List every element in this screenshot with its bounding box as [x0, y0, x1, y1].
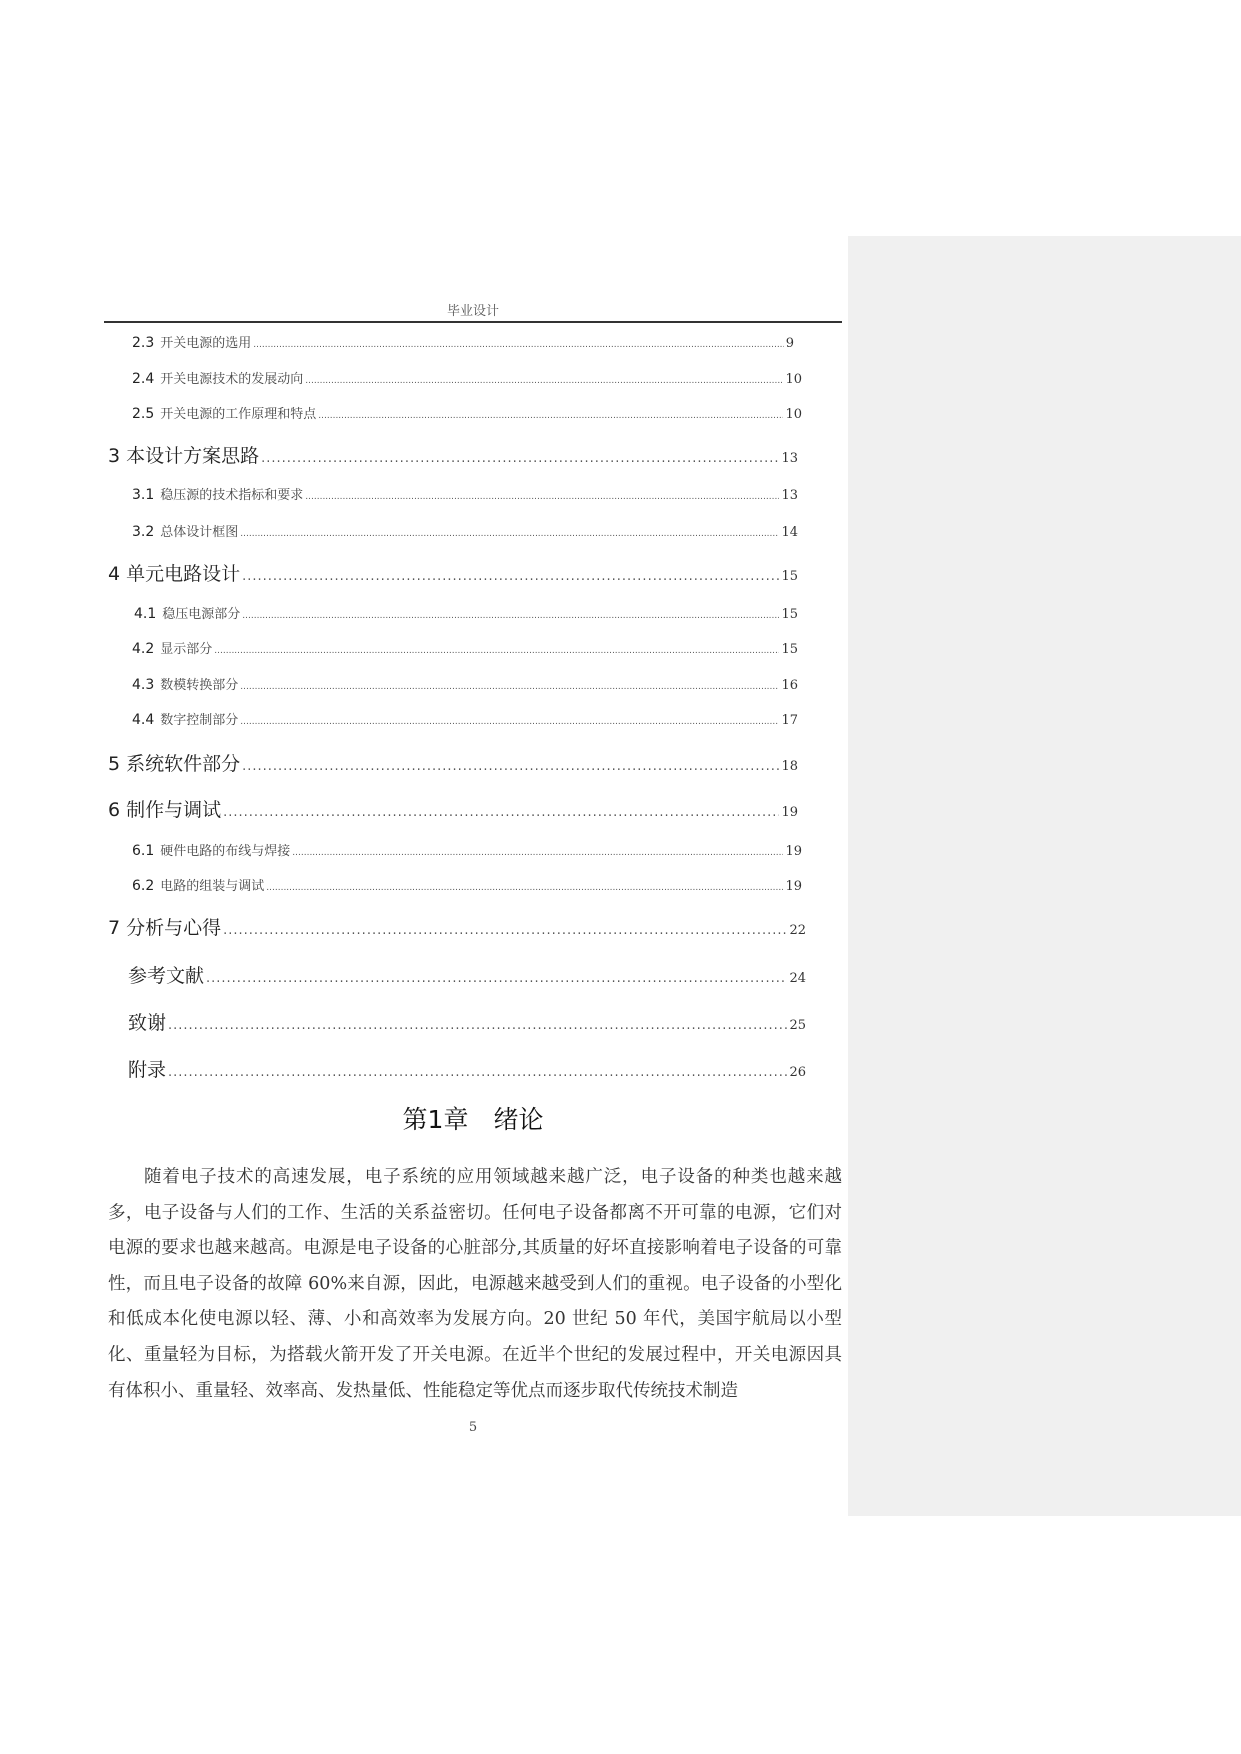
toc-entry-title: 显示部分 [160, 642, 213, 657]
toc-leader-dots [242, 759, 779, 774]
toc-entry-appendix [128, 1055, 806, 1081]
toc-entry-number: 5 [108, 753, 121, 775]
toc-entry-4-3 [132, 674, 798, 694]
toc-entry-title: 单元电路设计 [126, 563, 241, 585]
toc-entry-title: 开关电源的选用 [160, 336, 252, 351]
toc-entry-number: 3.2 [132, 524, 155, 540]
toc-entry-title: 系统软件部分 [126, 753, 241, 775]
toc-entry-3-1 [132, 484, 798, 504]
toc-entry-number: 4.4 [132, 712, 155, 728]
toc-entry-title: 数字控制部分 [160, 713, 239, 728]
toc-entry-title: 稳压源的技术指标和要求 [160, 488, 304, 503]
toc-leader-dots [223, 805, 779, 820]
toc-entry-page: 15 [781, 642, 798, 657]
toc-entry-title: 参考文献 [128, 965, 205, 987]
toc-entry-6-2 [132, 875, 802, 895]
toc-leader-dots [292, 848, 783, 858]
toc-entry-7 [108, 913, 806, 939]
toc-entry-page: 13 [781, 451, 798, 466]
toc-entry-title: 分析与心得 [126, 917, 222, 939]
toc-leader-dots [168, 1065, 787, 1080]
toc-entry-title: 开关电源的工作原理和特点 [160, 407, 317, 422]
comment-pane [848, 236, 1241, 1516]
toc-leader-dots [223, 923, 787, 938]
toc-entry-number: 3 [108, 445, 121, 467]
toc-entry-2-5 [132, 403, 802, 423]
toc-entry-number: 6.1 [132, 843, 155, 859]
toc-entry-title: 开关电源技术的发展动向 [160, 372, 304, 387]
toc-entry-page: 16 [781, 678, 798, 693]
toc-entry-number: 4.2 [132, 641, 155, 657]
body-paragraph: 随着电子技术的高速发展，电子系统的应用领域越来越广泛，电子设备的种类也越来越多，电子设备与人们的工作、生活的关系益密切。任何电子设备都离不开可靠的电源，它们对电源的要求也越来越高。电源是电子设备的心脏部分,其质量的好坏直接影响着电子设备的可靠性，而且电子设备的故障 60%来自源，因此，电源越来越受到人们的重视。电子设备的小型化和低成本化使电源以轻、薄、小和高效率为发展方向。20 世纪 50 年代，美国宇航局以小型化、重量轻为目标，为搭载火箭开发了开关电源。在近半个世纪的发展过程中，开关电源因具有体积小、重量轻、效率高、发热量低、性能稳定等优点而逐步取代传统技术制造 [108, 1167, 842, 1401]
toc-entry-title: 总体设计框图 [160, 525, 239, 540]
toc-entry-page: 13 [781, 488, 798, 503]
toc-entry-number: 6.2 [132, 878, 155, 894]
toc-entry-acknowledgements [128, 1008, 806, 1034]
toc-entry-4 [108, 559, 798, 585]
toc-leader-dots [240, 717, 779, 727]
toc-entry-references [128, 961, 806, 987]
toc-entry-page: 15 [781, 569, 798, 584]
toc-leader-dots [242, 611, 779, 621]
toc-entry-4-4 [132, 709, 798, 729]
toc-leader-dots [266, 883, 783, 893]
toc-leader-dots [318, 411, 783, 421]
toc-leader-dots [206, 971, 787, 986]
toc-entry-number: 2.3 [132, 335, 155, 351]
toc-entry-3-2 [132, 521, 798, 541]
toc-entry-page: 26 [789, 1065, 806, 1080]
toc-entry-number: 4.1 [134, 606, 157, 622]
toc-entry-3 [108, 441, 798, 467]
toc-entry-4-2 [132, 638, 798, 658]
toc-leader-dots [242, 569, 779, 584]
toc-leader-dots [305, 376, 783, 386]
toc-entry-title: 电路的组装与调试 [160, 879, 265, 894]
header-rule [104, 321, 842, 323]
toc-leader-dots [214, 646, 779, 656]
toc-leader-dots [305, 492, 779, 502]
toc-entry-number: 7 [108, 917, 121, 939]
toc-entry-page: 24 [789, 971, 806, 986]
toc-entry-title: 数模转换部分 [160, 678, 239, 693]
page-number: 5 [468, 1420, 478, 1435]
toc-entry-page: 17 [781, 713, 798, 728]
toc-entry-page: 18 [781, 759, 798, 774]
toc-entry-6-1 [132, 840, 802, 860]
toc-entry-title: 稳压电源部分 [162, 607, 241, 622]
toc-entry-title: 硬件电路的布线与焊接 [160, 844, 291, 859]
toc-leader-dots [168, 1018, 787, 1033]
toc-entry-number: 6 [108, 799, 121, 821]
toc-entry-title: 致谢 [128, 1012, 167, 1034]
toc-leader-dots [261, 451, 779, 466]
toc-entry-page: 14 [781, 525, 798, 540]
toc-entry-page: 10 [785, 372, 802, 387]
toc-entry-page: 25 [789, 1018, 806, 1033]
toc-entry-page: 19 [785, 879, 802, 894]
toc-entry-2-4 [132, 368, 802, 388]
toc-entry-title: 附录 [128, 1059, 167, 1081]
toc-entry-page: 10 [785, 407, 802, 422]
toc-entry-number: 4 [108, 563, 121, 585]
toc-entry-number: 3.1 [132, 487, 155, 503]
toc-entry-title: 制作与调试 [126, 799, 222, 821]
toc-entry-6 [108, 795, 798, 821]
toc-entry-number: 2.4 [132, 371, 155, 387]
toc-entry-page: 19 [781, 805, 798, 820]
toc-entry-number: 4.3 [132, 677, 155, 693]
toc-leader-dots [253, 340, 783, 350]
chapter-title: 第1章 绪论 [402, 1105, 544, 1134]
toc-entry-5 [108, 749, 798, 775]
toc-entry-2-3 [132, 332, 794, 352]
toc-entry-number: 2.5 [132, 406, 155, 422]
toc-entry-page: 22 [789, 923, 806, 938]
toc-leader-dots [240, 682, 779, 692]
toc-entry-page: 19 [785, 844, 802, 859]
page-header: 毕业设计 [446, 304, 499, 319]
toc-entry-page: 15 [781, 607, 798, 622]
toc-leader-dots [240, 529, 779, 539]
toc-entry-title: 本设计方案思路 [126, 445, 260, 467]
toc-entry-4-1 [134, 603, 798, 623]
toc-entry-page: 9 [785, 336, 794, 351]
